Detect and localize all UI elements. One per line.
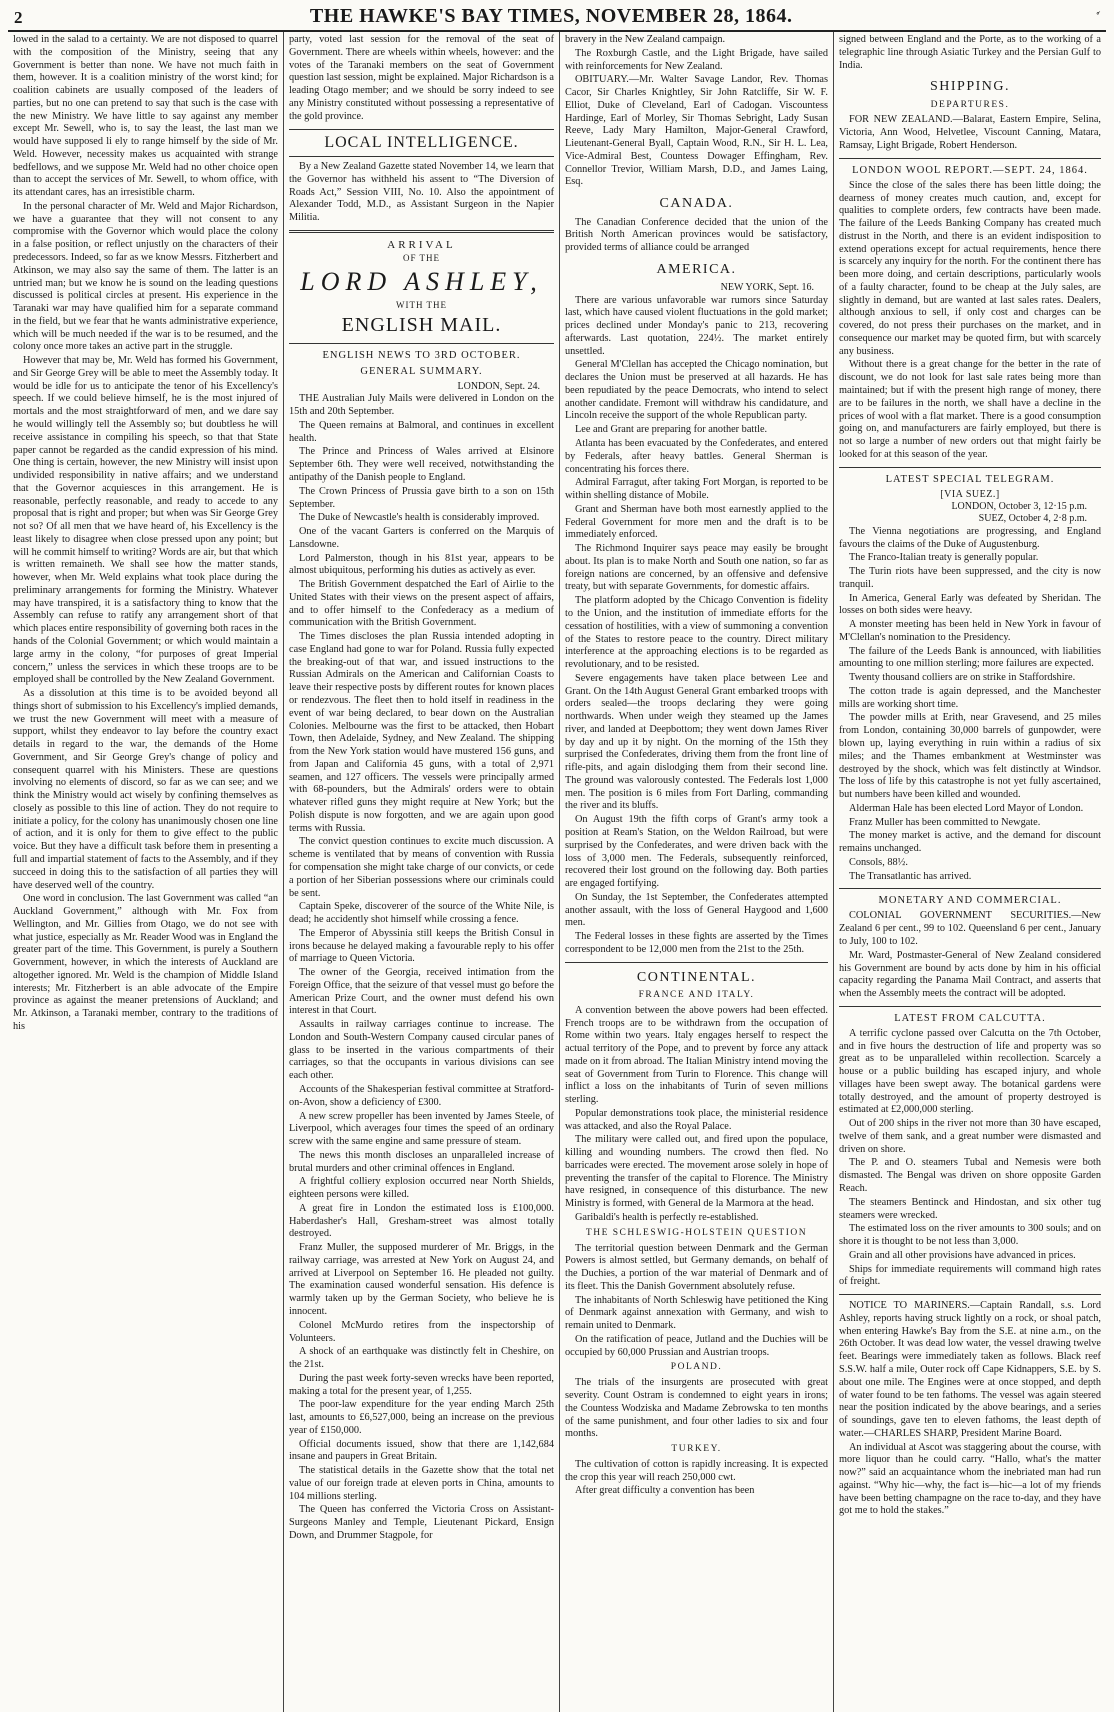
local-intelligence-heading: LOCAL INTELLIGENCE.: [289, 129, 554, 157]
article-paragraph: A convention between the above powers had been effected. French troops are to be withdrawn from the occupation of Rome within two years. Italy engages herself to respect the actual territory of the Pope, and to prevent by force any attack made on it from abroad. The Italian Ministry intend moving the seat of Government from Turin to Florence. This change will inflict a loss on the inhabitants of Turin of seven millions sterling.: [565, 1004, 828, 1106]
article-paragraph: A shock of an earthquake was distinctly felt in Cheshire, on the 21st.: [289, 1346, 554, 1371]
article-paragraph: Severe engagements have taken place between Lee and Grant. On the 14th August General Grant embarked troops with orders sealed—the troops declaring they were going northwards. When under weigh they steamed up the James river, and landed at Deepbottom; they went down James River by day and up it by night. On the morning of the 15th they surprised the Confederates, driving them from the front line of rifle-pits, and again dislodging them from their second line. The ground was valorously contested. The Federals lost 1,000 men. The position is 6 miles from Fort Darling, commanding the river and its bluffs.: [565, 672, 828, 812]
wool-items: [839, 180, 1101, 462]
article-paragraph: Since the close of the sales there has been little doing; the dearness of money creates much caution, and, except for qualities to complete orders, few contracts have been made. The failure of the Leeds Banking Company has created much distrust in the North, and there is an evident indisposition to extend operations except for actual requirements, hence there is scarcely any inquiry for the north. For the continent there has been more doing, and certain descriptions, particularly wools of a faulty character, found to be cheap at the July sales, are slightly in demand, but are wanted at last sales rates. Dealers, although anxious to sell, if only cost and charges can be covered, do not press their purchases on the market, and in consequence our market may be quoted firm, but with scarcely any business.: [839, 179, 1101, 357]
telegram-suez-date: SUEZ, October 4, 2·8 p.m.: [978, 513, 1087, 525]
article-paragraph: Without there is a great change for the better in the rate of discount, we do not look for last sale rates being more than maintained; but if with the present high range of money, there are to be failures in the north, we shall have a decline in the prices of wool with a flat market. There is a good consumption going on, and manufacturers are fairly employed, but there is not so large a number of new orders out that might fairly be looked for at this season of the year.: [839, 359, 1101, 460]
monetary-heading: MONETARY AND COMMERCIAL.: [878, 895, 1062, 907]
column-4: [834, 32, 1106, 1712]
article-paragraph: The cultivation of cotton is rapidly increasing. It is expected the crop this year will reach 250,000 cwt.: [565, 1458, 828, 1483]
article-paragraph: Twenty thousand colliers are on strike in Staffordshire.: [849, 672, 1076, 684]
france-italy-heading: FRANCE AND ITALY.: [638, 990, 755, 1000]
article-paragraph: lowed in the salad to a certainty. We are not disposed to quarrel with the composition of the Ministry, seeing that any Government is better than none. We have not much faith in them, however. It is a coalition ministry of the worst kind; for coalition cabinets are usually composed of the leaders of parties, but no one can pretend to say that such is the case with the new Ministry. We have little to say against any member except Mr. Sewell, who is, to say the least, the last man we would have supposed li ely to range himself by the side of Mr. Weld. However, necessity makes us acquainted with strange bedfellows, and we suppose Mr. Weld had no other choice open than to accept the services of Mr. Sewell, to whom office, with its attendant cares, has an irresistible charm.: [13, 34, 278, 199]
column-2: [284, 32, 560, 1712]
article-paragraph: Consols, 88½.: [849, 856, 908, 868]
divider: [839, 158, 1101, 159]
article-paragraph: The money market is active, and the demand for discount remains unchanged.: [839, 830, 1101, 855]
article-paragraph: The platform adopted by the Chicago Convention is fidelity to the Union, and the institution of immediate efforts for the cessation of hostilities, with a view of summoning a convention of the States to restore peace to the country. Direct military interference at the approaching elections is to be regarded as revolutionary, and to be resisted.: [565, 595, 828, 671]
article-paragraph: A new screw propeller has been invented by James Steele, of Liverpool, which averages four times the speed of an ordinary screw with the same engine and same pressure of steam.: [289, 1110, 554, 1148]
continental-heading: CONTINENTAL.: [636, 969, 757, 985]
article-paragraph: As a dissolution at this time is to be avoided beyond all things short of submission to his Excellency's implied demands, we trust the new Government will meet with a measure of support, whilst they endeavor to lay before the country exact details in regard to the war, the demands of the Home Government, and Sir George Grey's change of policy and consequent quarrel with his Ministers. These are questions involving no elements of discord, so far as we can see; and we think the Ministry would act wisely by confining themselves as closely as possible to this line of action. They do not require to initiate a policy, for the colony has unanimously chosen one line of action, and it is only for them to give effect to the public voice. But they have a difficult task before them in presenting a full and impartial statement of facts to the Assembly, and if they succeed in doing this to the satisfaction of all parties they will have deserved well of the country.: [13, 688, 278, 891]
article-paragraph: On the ratification of peace, Jutland and the Duchies will be occupied by 60,000 Prussian and Austrian troops.: [565, 1333, 828, 1358]
article-paragraph: The territorial question between Denmark and the German Powers is almost settled, but Germany demands, on behalf of the Duchies, a portion of the war material of Denmark and of its fleet. This the Danish Government absolutely refuse.: [565, 1242, 828, 1292]
divider: [289, 343, 554, 344]
calcutta-items: [839, 1028, 1101, 1289]
poland-paragraph: The trials of the insurgents are prosecuted with great severity. Count Ostram is condemned to eight years in irons; the Countess Wodziska and Madame Zebrowska to ten months of the same punishment, and four other ladies to six and four months.: [565, 1377, 828, 1440]
column-3: [560, 32, 834, 1712]
masthead: [8, 4, 1106, 32]
col4-lead-paragraph: signed between England and the Porte, as to the working of a telegraphic line through Asiatic Turkey and the Persian Gulf to India.: [839, 34, 1101, 71]
canada-heading: CANADA.: [659, 196, 734, 212]
article-paragraph: The owner of the Georgia, received intimation from the Foreign Office, that the seizure of that vessel must go before the American Prize Court, and the owner must defend his own interest in that Court.: [289, 967, 554, 1017]
article-paragraph: The news this month discloses an unparalleled increase of brutal murders and other criminal offences in England.: [289, 1149, 554, 1174]
departures-heading: DEPARTURES.: [930, 99, 1010, 110]
article-paragraph: A terrific cyclone passed over Calcutta on the 7th October, and in five hours the destruction of life and property was so great as to be unparalleled within recollection. Scarcely a house or a public building has escaped injury, and whole villages have been swept away. The botanical gardens were totally destroyed, and the amount of property destroyed is estimated at £2,000,000 sterling.: [839, 1027, 1101, 1116]
article-paragraph: On August 19th the fifth corps of Grant's army took a position at Ream's Station, on the Weldon Railroad, but were surprised by the Confederates, and were driven back with the loss of 3,000 men. The Federals, subsequently reinforced, recovered their lost ground on the following day. Both parties are engaged fortifying.: [565, 814, 828, 890]
divider: [839, 1006, 1101, 1007]
divider: [289, 230, 554, 233]
schleswig-items: [565, 1243, 828, 1360]
shipping-heading: SHIPPING.: [929, 79, 1010, 95]
article-paragraph: Captain Speke, discoverer of the source of the White Nile, is dead; he accidently shot himself while crossing a fence.: [289, 901, 554, 926]
article-paragraph: During the past week forty-seven wrecks have been reported, making a total for the present year, of 1,255.: [289, 1372, 554, 1397]
article-paragraph: Ships for immediate requirements will command high rates of freight.: [839, 1263, 1101, 1288]
article-paragraph: Colonel McMurdo retires from the inspectorship of Volunteers.: [289, 1319, 554, 1344]
article-paragraph: Assaults in railway carriages continue to increase. The London and South-Western Company caused circular panes of glass to be inserted in the various compartments of their carriages, so that the occupants in various divisions can see each other.: [289, 1019, 554, 1082]
article-paragraph: Accounts of the Shakesperian festival committee at Stratford-on-Avon, show a deficiency of £300.: [289, 1083, 554, 1108]
telegram-heading: LATEST SPECIAL TELEGRAM.: [885, 473, 1055, 485]
article-paragraph: Out of 200 ships in the river not more than 30 have escaped, twelve of them sank, and a great number were dismasted and driven on shore.: [839, 1118, 1101, 1155]
divider: [839, 888, 1101, 889]
article-paragraph: However that may be, Mr. Weld has formed his Government, and Sir George Grey will be able to meet the Assembly today. It would be idle for us to anticipate the tenor of his Excellency's speech. If we could believe himself, he is the most injured of mortals and the most straightforward of men, and we dare say he would willingly tell the Assembly so; but doubtless he will receive assistance in compiling his speech, so that that State paper cannot be regarded as the candid expression of his mind. One thing is certain, however, the new Ministry will insist upon undivided responsibility in native affairs; and we understand that the Governor acquiesces in this arrangement. He is reasonable, perfectly reasonable, and ready to accede to any proposal that is right and proper; but when was Sir George Grey not so? Of all men that we have heard of, his Excellency is the least likely to disagree when close pressed upon any point; but will he commit himself to writing? Words are air, but that which is written remaineth. We shall see how the matter stands, however, when Mr. Weld explains what took place during the preliminary arrangements for forming the Ministry. Whatever may have transpired, it is a satisfactory thing to know that the Assembly can refuse to ratify any arrangement short of that which places entire responsibility of governing both races in the hands of the Colonial Government; or which would maintain a large army in the colony, “for purposes of great Imperial concern,” unless the services in which these troops are to be employed shall be controlled by the New Zealand Government.: [13, 355, 278, 686]
canada-paragraph: The Canadian Conference decided that the union of the British North American provinces would be satisfactory, provided terms of alliance could be arranged: [565, 216, 828, 254]
column-1: [8, 32, 284, 1712]
article-paragraph: One word in conclusion. The last Government was called “an Auckland Government,” although with Mr. Fox from Wellington, and Mr. Gillies from Otago, we do not see with what justice, especially as Mr. Reader Wood was in England the greater part of the time. This Government, is purely a Southern Government, however, in which the interests of Auckland are altogether ignored. Mr. Weld is the champion of Middle Island interests; Mr. Fitzherbert is an able advocate of the Empire province as against the meaner pretensions of Auckland; and Mr. Atkinson, a Taranaki member, contrary to the traditions of his: [13, 893, 278, 1032]
article-paragraph: The convict question continues to excite much discussion. A scheme is ventilated that by means of convention with Russia for compensation she might take charge of our convicts, or cede a portion of her Siberian possessions where our criminals could be sent.: [289, 836, 554, 899]
article-paragraph: The British Government despatched the Earl of Airlie to the United States with their views on the present aspect of affairs, and to offer himself to the Confederacy as a medium of communication with the British Government.: [289, 579, 554, 629]
article-paragraph: Popular demonstrations took place, the ministerial residence was attacked, and also the Royal Palace.: [565, 1107, 828, 1132]
article-paragraph: A great fire in London the estimated loss is £100,000. Haberdasher's Hall, Gresham-street was almost totally destroyed.: [289, 1202, 554, 1240]
article-paragraph: bravery in the New Zealand campaign.: [565, 34, 726, 45]
article-paragraph: Alderman Hale has been elected Lord Mayor of London.: [849, 802, 1084, 814]
article-paragraph: Franz Muller has been committed to Newgate.: [849, 816, 1041, 828]
arrival-heading: ARRIVAL: [387, 239, 456, 252]
article-paragraph: The Duke of Newcastle's health is considerably improved.: [299, 512, 540, 524]
page-number: 2: [14, 8, 23, 27]
article-paragraph: Garibaldi's health is perfectly re-established.: [575, 1212, 759, 1224]
article-paragraph: Franz Muller, the supposed murderer of Mr. Briggs, in the railway carriage, was arrested at New York on August 24, and arrived at Liverpool on September 16. He pleaded not guilty. The examination caused wonderful sensation. His defence is warmly taken up by the German Society, who believe he is innocent.: [289, 1242, 554, 1317]
article-paragraph: In America, General Early was defeated by Sheridan. The losses on both sides were heavy.: [839, 592, 1101, 617]
america-items: [565, 295, 828, 957]
col3-lead-items: [565, 34, 828, 189]
article-paragraph: Admiral Farragut, after taking Fort Morgan, is reported to be within shelling distance of Mobile.: [565, 477, 828, 502]
arrival-of-the: OF THE: [402, 252, 441, 263]
corner-mark: [1080, 10, 1100, 28]
poland-heading: POLAND.: [670, 1362, 723, 1373]
article-paragraph: The Crown Princess of Prussia gave birth to a son on 15th September.: [289, 485, 554, 510]
article-paragraph: The failure of the Leeds Bank is announced, with liabilities amounting to one million sterling; more failures are expected.: [839, 645, 1101, 670]
new-york-dateline: NEW YORK, Sept. 16.: [720, 282, 814, 294]
france-items: [565, 1005, 828, 1225]
article-paragraph: The Roxburgh Castle, and the Light Brigade, have sailed with reinforcements for New Zealand.: [565, 47, 828, 72]
article-paragraph: One of the vacant Garters is conferred on the Marquis of Lansdowne.: [289, 526, 554, 550]
article-paragraph: The statistical details in the Gazette show that the total net value of our foreign trade at eleven ports in China, amounts to 104 millions sterling.: [289, 1465, 554, 1502]
telegram-via: [VIA SUEZ.]: [940, 488, 1000, 500]
divider: [565, 962, 828, 963]
calcutta-heading: LATEST FROM CALCUTTA.: [894, 1012, 1046, 1024]
article-paragraph: The Transatlantic has arrived.: [849, 870, 972, 882]
col2-news-items: [289, 393, 554, 1542]
article-paragraph: Mr. Ward, Postmaster-General of New Zealand considered his Government are bound by acts done by him in his official capacity regarding the Panama Mail Contract, and asserts that when the Assembly meets the contract will be adopted.: [839, 949, 1101, 1000]
article-paragraph: Grain and all other provisions have advanced in prices.: [849, 1249, 1076, 1261]
article-paragraph: Grant and Sherman have both most earnestly applied to the Federal Government for more men and the draft is to be immediately enforced.: [565, 503, 828, 541]
turkey-items: [565, 1459, 828, 1498]
article-paragraph: An individual at Ascot was staggering about the course, with more liquor than he could carry. “Hallo, what's the matter now?” said an acquaintance whom the inebriated man had run against. “Why hic—why, the fact is—hic—a lot of my friends have been betting champagne on the race to-day, and they have got me to hold the stakes.”: [839, 1441, 1101, 1517]
article-paragraph: On Sunday, the 1st September, the Confederates attempted another assault, with the loss of General Haygood and 1,600 men.: [565, 891, 828, 929]
article-paragraph: The Emperor of Abyssinia still keeps the British Consul in irons because he delayed making a favourable reply to his offer of marriage to Queen Victoria.: [289, 927, 554, 965]
article-paragraph: The Turin riots have been suppressed, and the city is now tranquil.: [839, 566, 1101, 590]
article-paragraph: Lord Palmerston, though in his 81st year, appears to be almost ubiquitous, performing his duties as actively as ever.: [289, 552, 554, 577]
article-paragraph: NOTICE TO MARINERS.—Captain Randall, s.s. Lord Ashley, reports having struck lightly on a rock, or shoal patch, when entering Hawke's Bay from the S.E. at nine a.m., on the 26th October. It was dead low water, the vessel drawing twelve feet. Bearings were immediately taken as follows. Black reef S.S.W. half a mile, Outer rock off Cape Kidnappers, S.E. by S. about one mile. The Engines were at once stopped, and depth of water found to be ten fathoms. The vessel was again steered near the position indicated by the above bearings, and a series of soundings, gave ten to eleven fathoms, the least depth of water.—CHARLES SHARP, President Marine Board.: [839, 1300, 1101, 1439]
article-paragraph: The military were called out, and fired upon the populace, killing and wounding numbers. The crowd then fled. No barricades were erected. The movement arose solely in hope of preventing the transfer of the capital to Florence. The Ministry have resigned, in consequence of this disturbance. The new Ministry is formed, with General de la Marmora at the head.: [565, 1134, 828, 1210]
article-paragraph: The inhabitants of North Schleswig have petitioned the King of Denmark against annexation with Germany, and wish to remain united to Denmark.: [565, 1294, 828, 1332]
article-paragraph: Lee and Grant are preparing for another battle.: [575, 424, 768, 436]
telegram-london-date: LONDON, October 3, 12·15 p.m.: [951, 500, 1087, 512]
america-heading: AMERICA.: [656, 261, 737, 277]
article-paragraph: The steamers Bentinck and Hindostan, and six other tug steamers were wrecked.: [839, 1196, 1101, 1221]
article-paragraph: The Federal losses in these fights are asserted by the Times correspondent to be 12,000 men from the 21st to the 25th.: [565, 931, 828, 955]
article-paragraph: The P. and O. steamers Tubal and Nemesis were both dismasted. The Bengal was driven on shore opposite Garden Reach.: [839, 1157, 1101, 1195]
col2-lead-paragraph: party, voted last session for the removal of the seat of Government. There are wheels within wheels, however: and the votes of the Taranaki members on the seat of Government question last session, might be explained. Major Richardson is a leading Otago member; and we should be sorry indeed to see any Ministry constituted without possessing a representative of the gold province.: [289, 34, 554, 122]
general-summary-heading: GENERAL SUMMARY.: [360, 366, 483, 377]
wool-report-heading: LONDON WOOL REPORT.—SEPT. 24, 1864.: [852, 164, 1088, 176]
article-paragraph: The Prince and Princess of Wales arrived at Elsinore September 6th. They were well received, notwithstanding the antipathy of the Danish people to England.: [289, 446, 554, 483]
article-paragraph: The cotton trade is again depressed, and the Manchester mills are working short time.: [839, 685, 1101, 710]
schleswig-heading: THE SCHLESWIG-HOLSTEIN QUESTION: [585, 1227, 808, 1238]
article-paragraph: A monster meeting has been held in New York in favour of M'Clellan's nomination to the Presidency.: [839, 619, 1101, 643]
article-paragraph: The Franco-Italian treaty is generally popular.: [849, 552, 1039, 564]
col1-editorial: [13, 34, 278, 1034]
newspaper-title: THE HAWKE'S BAY TIMES, NOVEMBER 28, 1864.: [309, 5, 793, 27]
monetary-items: [839, 910, 1101, 1000]
turkey-heading: TURKEY.: [671, 1444, 722, 1455]
article-paragraph: A frightful colliery explosion occurred near North Shields, eighteen persons were killed.: [289, 1176, 554, 1201]
article-paragraph: The Queen remains at Balmoral, and continues in excellent health.: [289, 419, 554, 444]
arrival-with-the: WITH THE: [395, 300, 448, 311]
arrival-ship-name: LORD ASHLEY,: [300, 266, 543, 296]
article-paragraph: In the personal character of Mr. Weld and Major Richardson, we have a guarantee that they will not consent to any compromise with the Governor which would place the colony in a false position, or reflect unjustly on the characters of their predecessors. Indeed, so far as we know Messrs. Fitzherbert and Atkinson, we may also say the same of them. The latter is an untried man; but we know he is sound on the leading questions discussed is political circles at present. His experience in the Taranaki war may have qualified him for a separate command in the field, but we fear that he wants administrative experience, which will be much needed if the war is to be resumed, and the colony once more takes an active part in the struggle.: [13, 200, 278, 353]
departures-paragraph: FOR NEW ZEALAND.—Balarat, Eastern Empire, Selina, Victoria, Ann Wood, Helvetlee, Viscount Canning, Matara, Ramsay, Light Brigade, Robert Henderson.: [839, 114, 1101, 151]
english-news-heading: ENGLISH NEWS TO 3RD OCTOBER.: [322, 349, 521, 361]
article-paragraph: OBITUARY.—Mr. Walter Savage Landor, Rev. Thomas Cacor, Sir Charles Knightley, Sir John Ratcliffe, Sir W. F. Elliot, Duke of Cleveland, Earl of Cadogan. Viscountess Hardinge, Earl of Morley, Sir Thomas Sebright, Lady Susan Reeve, Lady Mary Hamilton, Major-General Crawford, Lieutenant-General Byall, Captain Wood, R.N., Sir H. L. Lea, Vice-Admiral Best, Countess Dowager Effingham, Rev. Connellor Trevior, William Marsh, D.D., and James Laing, Esq.: [565, 74, 828, 188]
divider: [839, 467, 1101, 468]
notice-items: [839, 1300, 1101, 1518]
article-paragraph: THE Australian July Mails were delivered in London on the 15th and 20th September.: [289, 393, 554, 418]
arrival-english-mail: ENGLISH MAIL.: [341, 314, 502, 337]
article-paragraph: Official documents issued, show that there are 1,142,684 insane and paupers in Great Britain.: [289, 1438, 554, 1463]
article-paragraph: The Richmond Inquirer says peace may easily be brought about. Its plan is to make North and South one nation, so far as foreign nations are concerned, by an offensive and defensive treaty, but with separate Governments, for domestic affairs.: [565, 543, 828, 593]
columns: [8, 32, 1106, 1712]
london-dateline: LONDON, Sept. 24.: [457, 381, 540, 393]
article-paragraph: Atlanta has been evacuated by the Confederates, and entered by Federals, after heavy battles. General Sherman is concentrating his forces there.: [565, 438, 828, 475]
article-paragraph: After great difficulty a convention has been: [575, 1485, 755, 1497]
article-paragraph: The poor-law expenditure for the year ending March 25th last, amounts to £6,527,000, being an increase on the previous year of £150,000.: [289, 1399, 554, 1436]
article-paragraph: The Queen has conferred the Victoria Cross on Assistant-Surgeons Manley and Temple, Lieutenant Pickard, Ensign Down, and Drummer Stagpole, for: [289, 1504, 554, 1542]
article-paragraph: The Vienna negotiations are progressing, and England favours the claims of the Duke of Augustenburg.: [839, 525, 1101, 550]
article-paragraph: The Times discloses the plan Russia intended adopting in case England had gone to war for Poland. Russia fully expected the breaking-out of that war, and issued instructions to the Russian Admirals on the American and Californian Coasts to leave their respective posts by different routes for known places or rendezvous. The fleet then to hold itself in readiness in the event of war being declared, to bear down on the Australian Colonies. Melbourne was the first to be attacked, then Hobart Town, then Adelaide, Sydney, and New Zealand. The shipping from the New York station would have mustered 156 guns, and from Japan and California 45 guns, with a total of 2,971 seamen, and 127 officers. The vessels were principally armed with 68-pounders, but the Admirals' orders were to obtain whatever rifled guns they might require at New York; but the Polish dispute is now forgotten, and we are again upon good terms with Russia.: [289, 631, 554, 834]
telegram-items: [839, 526, 1101, 884]
divider: [839, 1294, 1101, 1295]
local-intelligence-paragraph: By a New Zealand Gazette stated November 14, we learn that the Governor has withheld his assent to “The Diversion of Roads Act,” Session VIII, No. 10. Also the appointment of Alexander Todd, M.D., as Assistant Surgeon in the Napier Militia.: [289, 161, 554, 224]
article-paragraph: The estimated loss on the river amounts to 300 souls; and on shore it is thought to be not less than 3,000.: [839, 1223, 1101, 1248]
article-paragraph: There are various unfavorable war rumors since Saturday last, which have caused violent fluctuations in the gold market; prices declined under Monday's panic to 213, recovering afterwards. Last quotation, 224½. The market entirely unsettled.: [565, 294, 828, 357]
article-paragraph: The powder mills at Erith, near Gravesend, and 25 miles from London, containing 30,000 barrels of gunpowder, were blown up, laying everything in ruin within a radius of six miles; and the Thames embankment at Westminster was destroyed by the shock, which was felt distinctly at Windsor. The loss of life by this catastrophe is not yet fully ascertained, but numbers have been killed and wounded.: [839, 712, 1101, 801]
article-paragraph: COLONIAL GOVERNMENT SECURITIES.—New Zealand 6 per cent., 99 to 102. Queensland 6 per cent., January to July, 100 to 102.: [839, 910, 1101, 947]
article-paragraph: General M'Clellan has accepted the Chicago nomination, but declares the Union must be preserved at all hazards. He has been repudiated by the peace Democrats, who intend to select another candidate. Fremont will withdraw his candidature, and Lincoln receive the support of the whole Republican party.: [565, 359, 828, 422]
